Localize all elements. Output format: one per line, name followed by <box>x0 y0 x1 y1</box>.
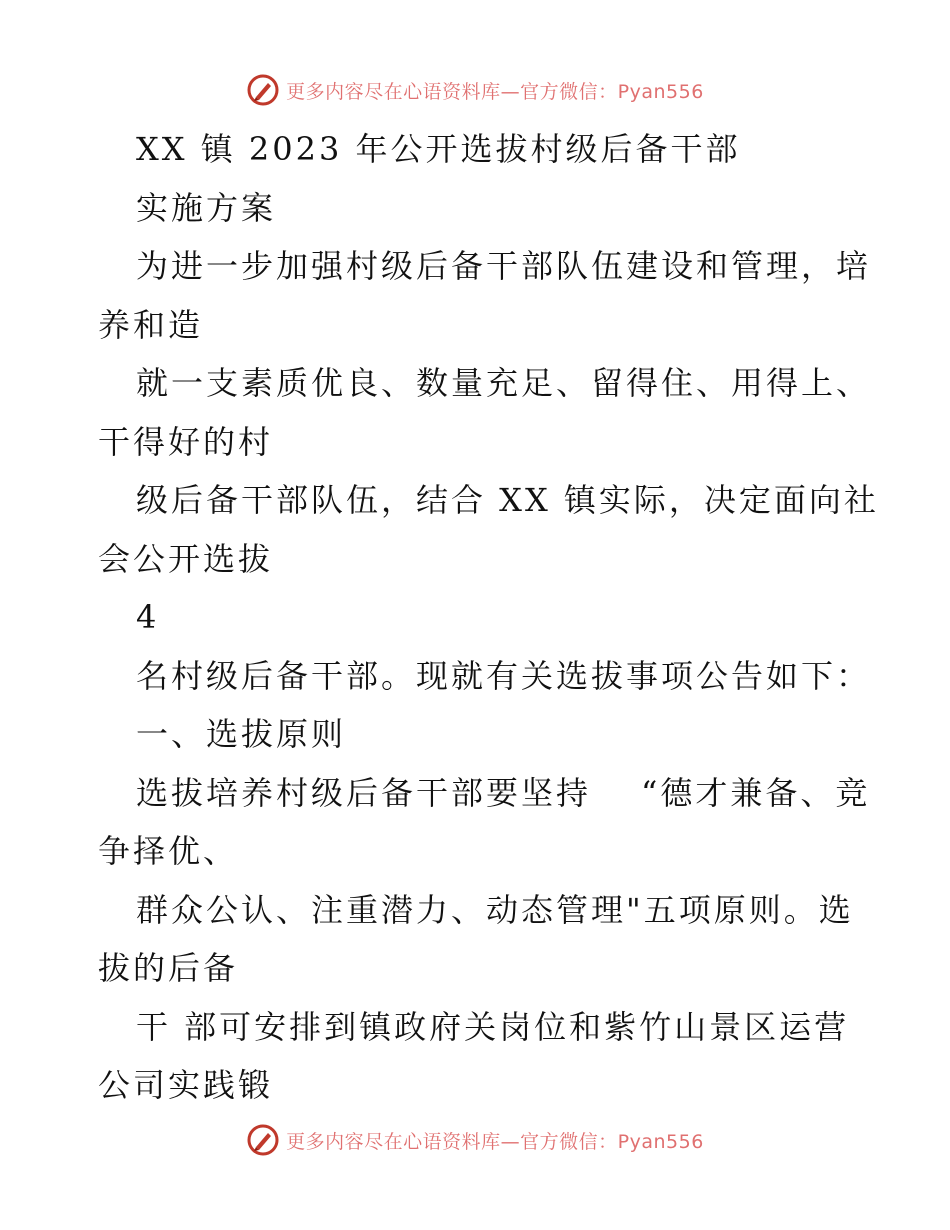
paragraph-segment: “德才兼备、竞 <box>641 773 871 812</box>
document-body <box>98 120 879 1115</box>
paragraph-line: 拔的后备 <box>98 949 239 987</box>
watermark-text: 更多内容尽在心语资料库—官方微信：Pyan556 <box>286 80 704 103</box>
paragraph-line: 级后备干部队伍，结合 XX 镇实际，决定面向社 <box>136 481 879 519</box>
paragraph-line: 为进一步加强村级后备干部队伍建设和管理，培 <box>136 247 872 285</box>
footer-watermark <box>0 1120 950 1160</box>
paragraph-line: 养和造 <box>98 305 204 344</box>
paragraph-line: 4 <box>136 598 160 636</box>
paragraph-line: 公司实践锻 <box>98 1066 274 1104</box>
doc-subtitle: 实施方案 <box>136 188 277 227</box>
paragraph-line: 名村级后备干部。现就有关选拔事项公告如下： <box>136 656 872 695</box>
paragraph-line: 争择优、 <box>98 832 239 870</box>
pen-logo-icon <box>246 1123 280 1157</box>
paragraph-line: 会公开选拔 <box>98 539 274 578</box>
paragraph-line <box>98 764 871 823</box>
watermark-text: 更多内容尽在心语资料库—官方微信：Pyan556 <box>286 1130 704 1153</box>
header-watermark <box>0 70 950 110</box>
paragraph-line: 干得好的村 <box>98 422 274 461</box>
paragraph-line: 群众公认、注重潜力、动态管理"五项原则。选 <box>136 890 854 929</box>
section-heading: 一、选拔原则 <box>136 715 347 753</box>
pen-logo-icon <box>246 73 280 107</box>
doc-title: XX 镇 2023 年公开选拔村级后备干部 <box>136 130 741 168</box>
paragraph-line: 干 部可安排到镇政府关岗位和紫竹山景区运营 <box>136 1007 850 1046</box>
paragraph-segment: 选拔培养村级后备干部要坚持 <box>136 773 592 812</box>
paragraph-line: 就一支素质优良、数量充足、留得住、用得上、 <box>136 364 872 402</box>
